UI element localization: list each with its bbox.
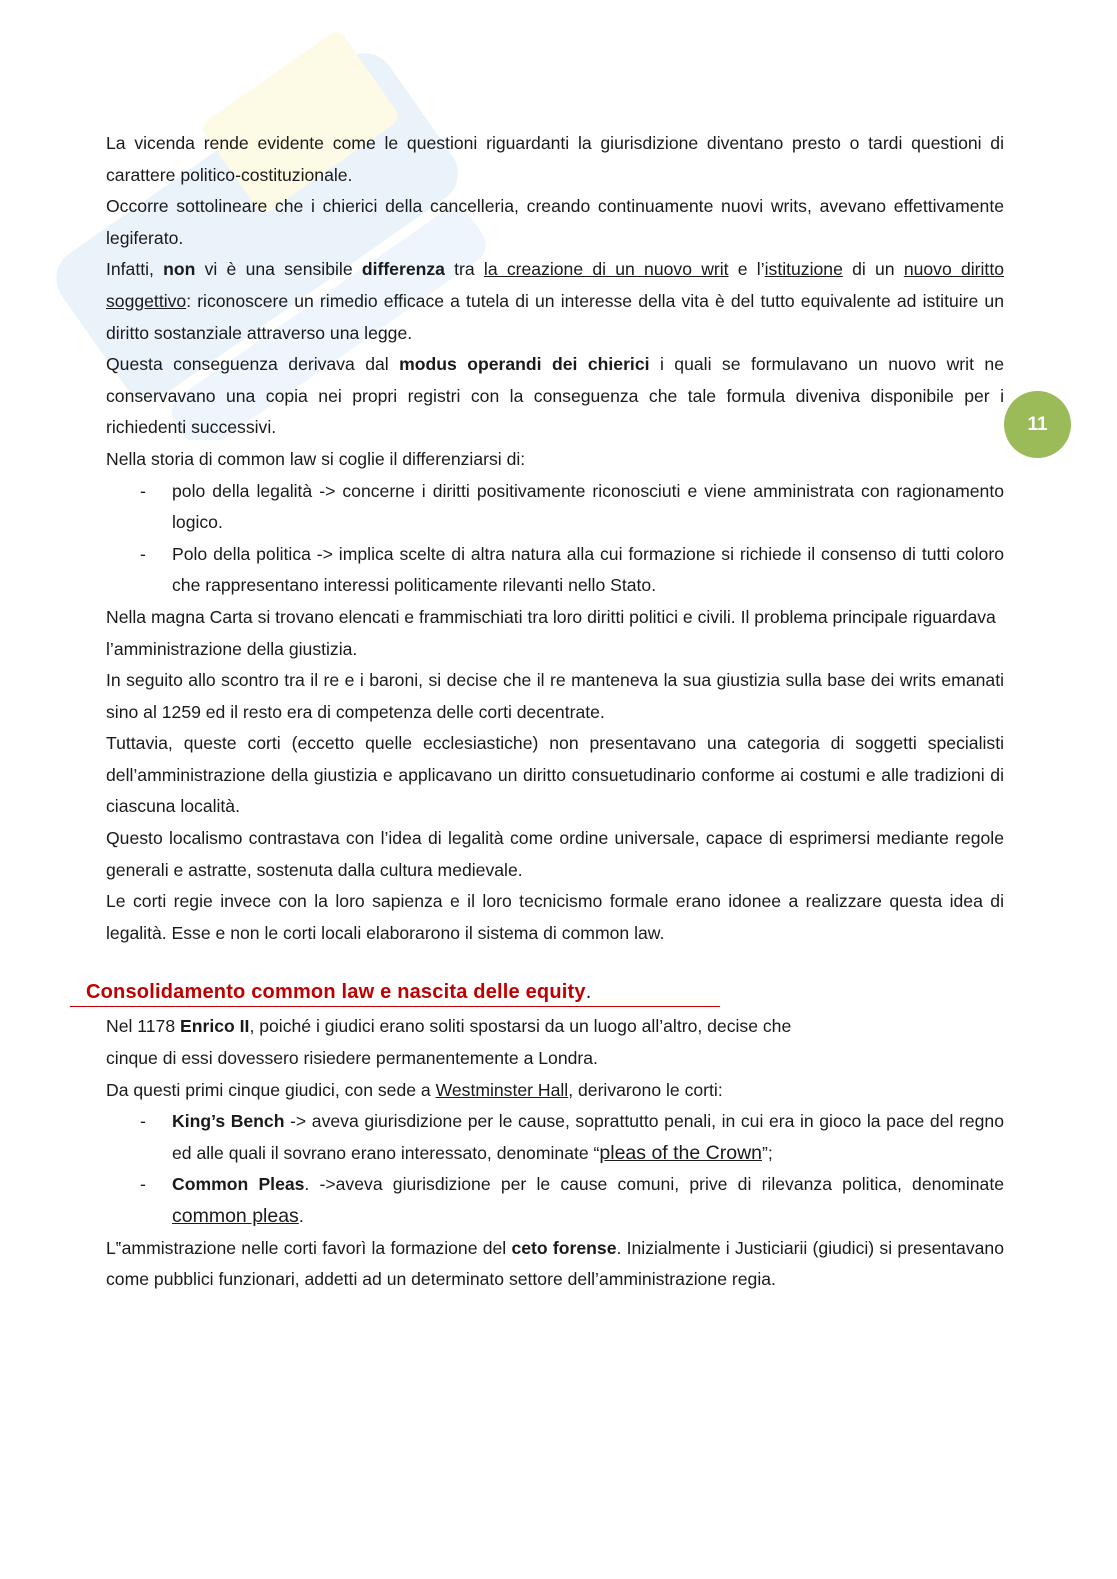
- paragraph: Nel 1178 Enrico II, poiché i giudici erano soliti spostarsi da un luogo all’altro, decise che cinque di essi dovessero risiedere permanentemente a Londra.: [106, 1016, 792, 1069]
- section-heading: Consolidamento common law e nascita delle equity.: [70, 979, 720, 1007]
- paragraph: Da questi primi cinque giudici, con sede a Westminster Hall, derivarono le corti:: [106, 1079, 723, 1100]
- bold-text: King’s Bench: [172, 1111, 285, 1132]
- paragraph: Nella magna Carta si trovano elencati e frammischiati tra loro diritti politici e civili. Il problema principale riguardava l’amministrazione della giustizia.: [106, 606, 996, 659]
- paragraph: Le corti regie invece con la loro sapienza e il loro tecnicismo formale erano idonee a realizzare questa idea di legalità. Esse e non le corti locali elaborarono il sistema di common law.: [106, 891, 1004, 943]
- bold-text: ceto forense: [511, 1237, 617, 1258]
- list-item: - Common Pleas. ->aveva giurisdizione per le cause comuni, prive di rilevanza politica, denominate common pleas.: [106, 1169, 1004, 1232]
- underlined-text: istituzione: [764, 259, 843, 280]
- paragraph: L‟ammistrazione nelle corti favorì la formazione del ceto forense. Inizialmente i Justiciarii (giudici) si presentavano come pubblici funzionari, addetti ad un determinato settore dell’amministrazione regia.: [106, 1237, 1004, 1290]
- paragraph: La vicenda rende evidente come le questioni riguardanti la giurisdizione diventano presto o tardi questioni di carattere politico-costituzionale.: [106, 133, 1004, 185]
- list-item: - King’s Bench -> aveva giurisdizione per le cause, soprattutto penali, in cui era in gioco la pace del regno ed alle quali il sovrano erano interessato, denominate “pleas of the Crown”;: [106, 1106, 1004, 1169]
- underlined-text: pleas of the Crown: [599, 1141, 762, 1164]
- page-number: 11: [1027, 413, 1048, 435]
- bold-text: non: [163, 259, 196, 280]
- paragraph: Nella storia di common law si coglie il differenziarsi di:: [106, 448, 526, 469]
- bold-text: Common Pleas: [172, 1174, 305, 1195]
- paragraph: Tuttavia, queste corti (eccetto quelle ecclesiastiche) non presentavano una categoria di soggetti specialisti dell’amministrazione della giustizia e applicavano un diritto consuetudinario conforme ai costumi e alle tradizioni di ciascuna località.: [106, 733, 1004, 817]
- paragraph: Questo localismo contrastava con l’idea di legalità come ordine universale, capace di esprimersi mediante regole generali e astratte, sostenuta dalla cultura medievale.: [106, 828, 1004, 880]
- section-heading-text: Consolidamento common law e nascita delle equity: [86, 981, 586, 1004]
- list-item: - polo della legalità -> concerne i diritti positivamente riconosciuti e viene amministrata con ragionamento logico.: [106, 476, 1004, 539]
- document-body: [86, 128, 1004, 1296]
- underlined-text: la creazione di un nuovo writ: [483, 259, 729, 280]
- list-item: - Polo della politica -> implica scelte di altra natura alla cui formazione si richiede il consenso di tutti coloro che rappresentano interessi politicamente rilevanti nello Stato.: [106, 539, 1004, 602]
- paragraph: Questa conseguenza derivava dal modus operandi dei chierici i quali se formulavano un nuovo writ ne conservavano una copia nei propri registri con la conseguenza che tale formula diveniva disponibile per i richiedenti successivi.: [106, 354, 1004, 438]
- underlined-text: common pleas: [172, 1205, 299, 1227]
- bullet-list: [106, 476, 1004, 602]
- bold-text: differenza: [361, 259, 445, 280]
- underlined-text: Westminster Hall: [435, 1079, 569, 1100]
- page-number-badge: [1004, 391, 1071, 458]
- bullet-list: [106, 1106, 1004, 1232]
- paragraph: Infatti, non vi è una sensibile differenza tra la creazione di un nuovo writ e l’istituzione di un nuovo diritto soggettivo: riconoscere un rimedio efficace a tutela di un interesse della vita è del tutto equivalente ad istituire un diritto sostanziale attraverso una legge.: [106, 259, 1004, 343]
- bold-text: modus operandi dei chierici: [399, 354, 650, 375]
- paragraph: In seguito allo scontro tra il re e i baroni, si decise che il re manteneva la sua giustizia sulla base dei writs emanati sino al 1259 ed il resto era di competenza delle corti decentrate.: [106, 670, 1004, 722]
- paragraph: Occorre sottolineare che i chierici della cancelleria, creando continuamente nuovi writs, avevano effettivamente legiferato.: [106, 196, 1004, 248]
- bold-text: Enrico II: [180, 1016, 250, 1037]
- underlined-text: nuovo diritto soggettivo: [106, 259, 1004, 311]
